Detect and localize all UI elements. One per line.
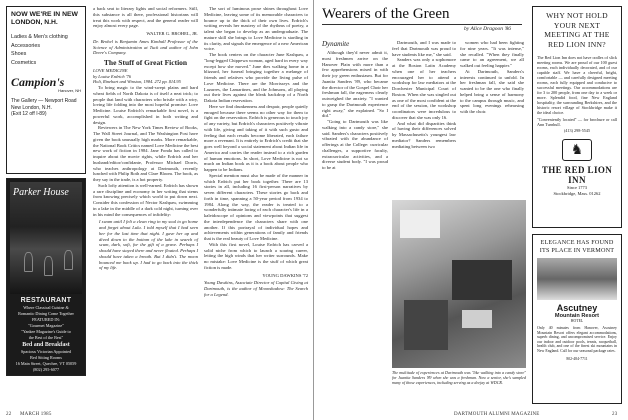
store-ad-item: Cosmetics (11, 59, 37, 66)
paragraph: To bring magic to the wind-swept plains and hard wheat fields of North Dakota is of itself a neat trick; to people that land with characters who bristle with a wiry, loving life folding into the most hopeful promise: Love Medicine. Louise Erdrich's remarkable first novel, is a powerful work, accomplished in both writing and design. (93, 85, 198, 125)
footer-page-number: 22 (6, 412, 12, 417)
ascutney-logo-2: Mountain Resort (554, 313, 600, 319)
article-column-3 (460, 40, 524, 115)
wine-glass-icon (44, 256, 53, 276)
wine-glass-icon (24, 252, 33, 272)
ascutney-ad[interactable] (532, 234, 622, 404)
photo-shadow (452, 260, 512, 300)
paragraph: The book centers on the character June Kashpaw, a "long-legged Chippewa woman, aged hard in every way except how she moved." June dies walking home in a blizzard, her funeral bringing together a melange of friends and relatives who provide the living pulse of Love Medicine. There are the Morrisseys and the Lazarres, the Lamartines, and the Johnsons, all playing out their lives against the bleak backdrop of a North Dakota Indian reservation. (204, 52, 308, 103)
address-line: The Gallery — Newport Road (11, 98, 77, 104)
paragraph: Dartmouth, and I was made to feel that Dartmouth was proud to have students like me," she said. (392, 40, 456, 57)
restaurant-photo (10, 182, 82, 294)
section-heading: Dynamite (322, 40, 350, 48)
left-column-1 (93, 6, 198, 271)
paragraph: Reviewers in The New York Times Review of Books, The Wall Street Journal, and The Washington Post have given the book unusually high marks. More remarkable, the National Book Critics named Love Medicine the best new work of fiction in 1984. Jane Fonda has called to inquire about the movie rights, while Erdrich and her husband/editor/confidante, Professor Michael Dorris, who teaches anthropology at Dartmouth, recently lunched with Philip Roth and Clare Bloom. The book, as they say in the trade, is a hot property. (93, 125, 198, 182)
ascutney-sub: HOTEL (570, 319, 584, 323)
address-line: New London, N.H. (11, 104, 52, 111)
restaurant-line: Bed Sitting Rooms (30, 355, 62, 360)
footer-page-number: 23 (612, 412, 618, 417)
store-ad-item: Ladies & Men's clothing (11, 34, 68, 40)
store-ad-item: Accessories (11, 42, 41, 49)
restaurant-caption (10, 297, 82, 372)
review-byline: YOUNG DAWKINS '72 (262, 272, 308, 278)
paragraph: women who had been fighting for nine years. "It was intense," she recalled. "When they finally came to an agreement, we all walked out feeling happier." (460, 40, 524, 68)
right-page (314, 0, 628, 420)
campions-logo: Campion's (11, 75, 65, 89)
restaurant-line: FEATURED IN: (31, 317, 61, 322)
paragraph: Special mention must also be made of the manner in which Erdrich put her book together. There are 13 stories in all, including 16 first-person narratives by seven different characters. These stories go back and forth in time, spanning a 50-year period from 1934 to 1984. Along the way, the reader is treated to a wonderfully intimate lacing of each character's life in a kaleidoscope of opinions and viewpoints that suggest the interdependence the characters share with one another. If this portrayal of individual hopes and achievements within generations of family and friends that is the real beauty of Love Medicine. (204, 172, 308, 241)
restaurant-line: "Gourmet Magazine" (28, 323, 64, 328)
red-lion-since: Since 1773 (566, 185, 588, 190)
restaurant-line: Romantic Dining Come Together (18, 311, 74, 316)
paragraph: Here we find drunkenness and despair, people quietly enraged because there seems no other way for them to fight on the reservation. Erdrich is generous to touch joy of any variety, but Erdrich's characters positively vibrate with life, giving and taking of it with such gusto and feeling that each results become liberated, each failure more a revenant. It is entirely to Erdrich's credit that she goes well beyond a social statement about Indian life in America and carries the reader instead to a rich garden of human emotions. In short, Love Medicine is not so much an Indian book as it is a book about people who happen to be Indians. (204, 103, 308, 172)
photo-highlight (400, 210, 440, 238)
restaurant-line: Where Classical Cuisine & (23, 305, 69, 310)
store-ad-headline: NOW WE'RE IN NEW LONDON, N.H. (11, 11, 78, 26)
bed-breakfast-label: Bed and Breakfast (22, 342, 70, 348)
footer-date: MARCH 1985 (20, 412, 52, 417)
paragraph: Sanders was only a sophomore at the Boston Latin Academy when one of her teachers encouraged her to attend a workshop for law mediators at the Dorchester Municipal Court of Boston. When she was singled out as one of the most confident at the end of the session, the workshop coordinators were incredulous to discover that she was only 16. (392, 57, 456, 120)
article-byline: by Alice Dragoon '86 (464, 26, 512, 32)
restaurant-headline: RESTAURANT (20, 297, 72, 304)
paragraph: Such lofty attention is well-earned. Erdrich has shown a rare discipline and economy in her writing that stems from knowing precisely which world to put down next. Consider this confession of Nector Kashpaw, swimming in a lake in the middle of a dark cold night, turning over in his mind the consequences of infidelity: (93, 182, 198, 217)
article-column-2 (392, 40, 456, 149)
author-note: Young Dawkins, Associate Director of Capital Giving at Dartmouth, is the author of Moonshadow: The Search for a Legend. (204, 280, 308, 297)
paragraph: With this first novel, Louise Erdrich has carved a solid niche from which to launch a soaring career, letting the high winds that her writer surrounds. Make no mistake: Love Medicine is the stuff of which great fiction is made. (204, 241, 308, 270)
store-ad-items (11, 33, 81, 67)
address-line: (Exit 12 off I-89) (11, 111, 47, 117)
paragraph: At Dartmouth, Sanders's interests continued to unfold. In her freshman fall, she said she wanted to be the one who finally helped bring a sense of harmony to the campus through music, and spent long evenings rehearsing with the choir. (460, 68, 524, 114)
paragraph: a back seat to literary lights and social reformers. Still, this substance is all there, professional historians will treat this work with respect, and the general reader will enjoy almost every page. (93, 6, 198, 29)
parker-house-ad[interactable] (6, 178, 86, 376)
paragraph: Although they'd never admit it, most freshmen arrive on the Hanover Plain with more than a few apprehensions mixed in with their joy green enthusiasm. But for Juanita Sanders '89, who became the director of the Gospel Choir her freshman fall, the eagerness clearly outweighed the anxiety. "I wanted to grasp the Dartmouth experience right away," she explained. "So I did." (322, 50, 388, 119)
red-lion-body: The Red Lion Inn does not have oodles of slick meeting rooms. We are proud of our 100 guest rooms, each individually decorated, and of our capable staff. We have a cheerful, bright, comfortable — and carefully designed meeting rooms, each fully equipped and conducive to successful meetings. Our accommodations are for 3 to 200 people, from one day to a week or more. Splendid food, fine New England hospitality, the surrounding Berkshires, and the historic resort village of Stockbridge make it the ideal choice. (537, 55, 617, 115)
book-publisher: Holt, Rinehart and Winston, 1984. 272 pp. $14.95 (93, 79, 181, 85)
paragraph: "Going to Dartmouth was like walking into a candy store," she said. Sanders's characters positively vibrated with the abundance of offerings at the College: curricular challenges, a supportive faculty, extracurricular activities, and a diverse student body. "I was proud to be at (322, 119, 388, 170)
store-ad-address (11, 98, 81, 118)
wine-glass-icon (64, 250, 73, 270)
lion-icon: ♞ (562, 139, 592, 161)
ascutney-headline: ELEGANCE HAS FOUND ITS PLACE IN VERMONT (539, 239, 615, 254)
article-title: Wearers of the Green (322, 6, 450, 22)
store-ad-item: Shoes (11, 51, 27, 57)
ascutney-body: Only 40 minutes from Hanover, Ascutney Mountain Resort offers elegant accommodations, superb dining, and uncompromised service. Enjoy our indoor and outdoor pools, tennis, racquetball, health club, and one of the finest ski mountains in New England. Call for our seasonal package rates. (537, 326, 617, 353)
ascutney-photo (537, 258, 617, 300)
title-rule (322, 24, 522, 25)
photo-highlight (462, 310, 492, 328)
red-lion-headline: WHY NOT HOLD YOUR NEXT MEETING AT THE RED LION INN? (544, 11, 610, 49)
photo-shadow (404, 300, 448, 350)
restaurant-line: "Yankee Magazine's Guide to (21, 329, 71, 334)
paragraph: And what did disparities think of having their differences solved by Massachusetts's youngest law mediator? Sanders remembers mediating between two (392, 120, 456, 149)
red-lion-name: THE RED LION INN (541, 165, 613, 185)
campions-logo-sub: Hanover, NH (58, 88, 81, 93)
quoted-passage: I swam until I felt a clean ring in my soul to go home and forget about Lulu. I told myself that I had seen her for the last time that night. I gave her up and dived down to the bottom of the lake in search of scum, dark, soft, for the gift of a grave. Perhaps I should have stayed there and never floated. Perhaps I should have taken a breath. But I didn't. The moon bounced me back up. I had to go back into the thick of my life. (99, 219, 198, 271)
restaurant-line: Spacious Victorian Appointed (20, 349, 72, 354)
restaurant-line: (802) 295-6077 (32, 367, 60, 372)
book-author: by Louise Erdrich '76 (93, 73, 131, 79)
ascutney-phone: 802-484-7711 (566, 356, 588, 361)
restaurant-line: the Best of the Best" (28, 335, 64, 340)
campions-ad[interactable] (6, 6, 86, 174)
book-title: LOVE MEDICINE (93, 67, 128, 73)
left-column-2 (204, 6, 308, 298)
photo-caption: The multitude of experiences at Dartmouth was "like walking into a candy store" for Juanita Sanders '89 when she was a freshman. Now a senior, she's sampled many of those experiences, including serving as a deejay at WDCR. (392, 370, 526, 385)
restaurant-line: 16 Main Street, Quechee, VT 05059 (15, 361, 77, 366)
parker-house-logo: Parker House (13, 187, 69, 198)
review-byline: WALTER G. BROHEL, JR. (146, 31, 198, 36)
ascutney-logo: Ascutney (556, 303, 598, 313)
red-lion-phone: (413) 298-5545 (563, 128, 591, 133)
left-ads-column (6, 6, 86, 380)
red-lion-inn-ad[interactable] (532, 6, 622, 228)
article-photo (392, 200, 526, 368)
section-heading: The Stuff of Great Fiction (103, 58, 188, 67)
red-lion-location: Stockbridge, Mass. 01262 (553, 191, 601, 196)
paragraph: The sort of luminous prose shines throughout Love Medicine, leaving some of its memorable characters to bounce up to the thick of their own lives. Erdrich's writing reveals her mastery of the rhythms of poetry, a talent she began to develop as an undergraduate. The mature skill she brings to Love Medicine is startling in its clarity, and signals the emergence of a new American voice. (204, 6, 308, 52)
red-lion-body-2: "Conveniently located" — for brochure or call Ann Turnbull. (537, 117, 617, 127)
footer-magazine: DARTMOUTH ALUMNI MAGAZINE (454, 412, 540, 417)
author-note: Dr. Brohel is Benjamin Ames Kimball Professor of the Science of Administration at Tuck and author of John Deere's Company. (93, 38, 198, 56)
article-column-1 (322, 50, 388, 171)
